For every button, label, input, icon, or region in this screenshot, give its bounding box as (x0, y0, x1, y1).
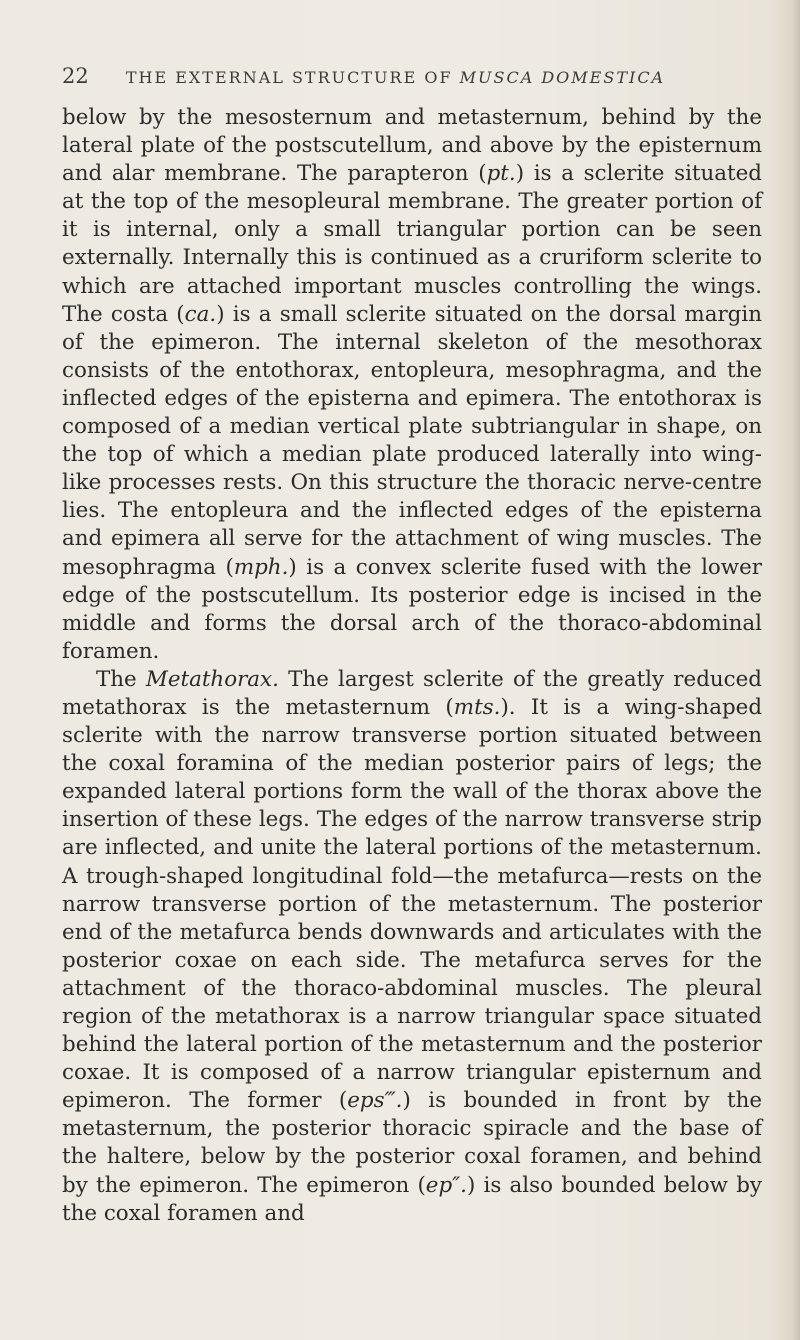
text-run: ) is bounded in front by the metasternum, the posterior thoracic spiracle and the base of the haltere, below by the posterior coxal foramen, and behind by the epimeron. The epimeron ( (62, 1088, 763, 1198)
text-run: ). It is a wing-shaped sclerite with the narrow transverse portion situated between the coxal foramina of the median posterior pairs of legs; the expanded lateral portions form the wall of the thorax above the insertion of these legs. The edges of the narrow transverse strip are inflected, and unite the lateral portions of the metasternum. A trough-shaped longitudinal fold—the metafurca—rests on the narrow transverse portion of the metasternum. The posterior end of the metafurca bends downwards and articulates with the posterior coxae on each side. The metafurca serves for the attachment of the thoraco-abdominal muscles. The pleural region of the metathorax is a narrow triangular space situated behind the lateral portion of the metasternum and the posterior coxae. It is composed of a narrow triangular episternum and epimeron. The former ( (62, 694, 763, 1114)
page-number: 22 (62, 64, 89, 88)
text-run: ) is a sclerite situated at the top of the mesopleural membrane. The greater portion of it is internal, only a small triangular portion can be seen externally. Internally this is continued as a cruriform sclerite to which are attached important muscles controlling the wings. The costa ( (62, 161, 762, 327)
body-text (62, 104, 762, 1228)
running-title: THE EXTERNAL STRUCTURE OF (125, 68, 453, 87)
paragraph (62, 104, 762, 666)
italic-term: eps‴. (347, 1088, 403, 1114)
text-run: ) is a small sclerite situated on the dorsal margin of the epimeron. The internal skeleton of the mesothorax consists of the entothorax, entopleura, mesophragma, and the inflected edges of the episterna and epimera. The entothorax is composed of a median vertical plate subtriangular in shape, on the top of which a median plate produced laterally into wing-like processes rests. On this structure the thoracic nerve-centre lies. The entopleura and the inflected edges of the episterna and epimera all serve for the attachment of wing muscles. The mesophragma ( (62, 301, 762, 580)
text-run: ) is also bounded below by the coxal foramen and (62, 1172, 762, 1226)
page-edge-shadow (790, 0, 800, 1340)
running-head (62, 64, 760, 88)
text-run: The (96, 666, 146, 692)
italic-term: pt. (486, 161, 516, 187)
paragraph (62, 666, 762, 1228)
text-run: below by the mesosternum and metasternum, behind by the lateral plate of the postscutellum, and above by the episternum and alar membrane. The parapteron ( (62, 105, 762, 187)
italic-term: ca. (184, 301, 217, 327)
italic-term: mph. (233, 554, 289, 580)
italic-term: Metathorax. (145, 666, 279, 692)
running-title-italic: MUSCA DOMESTICA (459, 68, 666, 87)
text-run: The largest sclerite of the greatly reduced metathorax is the metasternum ( (62, 666, 762, 720)
italic-term: ep″. (425, 1172, 467, 1198)
text-run: ) is a convex sclerite fused with the lower edge of the postscutellum. Its posterior edge is incised in the middle and forms the dorsal arch of the thoraco-abdominal foramen. (62, 554, 762, 664)
italic-term: mts. (453, 694, 501, 720)
